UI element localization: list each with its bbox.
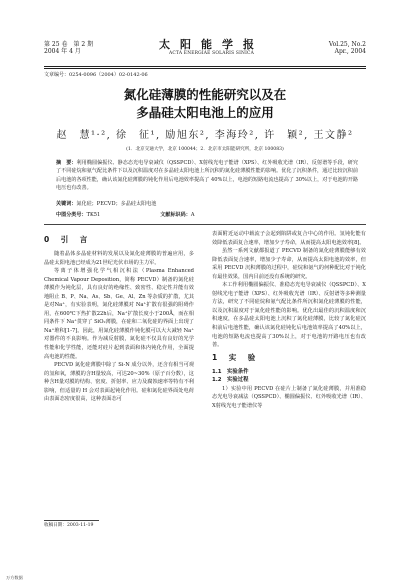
clc-label: 中图分类号： — [56, 212, 87, 218]
title-line-1: 氮化硅薄膜的性能研究以及在 — [123, 87, 287, 102]
header-rule-thin — [44, 68, 366, 69]
header-left — [44, 41, 93, 55]
article-number: 文章编号：0254-0096（2004）02-0142-06 — [44, 72, 148, 78]
page-footer-watermark: 万方数据 — [6, 575, 23, 580]
classification-line — [56, 212, 358, 218]
journal-title-cn: 太阳能学报 — [159, 38, 264, 51]
volume-issue-cn: 第 25 卷 第 2 期 — [44, 41, 94, 48]
doc-code-label: 文献标识码： — [160, 212, 191, 218]
header-rule-thick — [44, 66, 366, 67]
subsection-conditions: 1.1 实验条件 — [212, 368, 249, 375]
journal-title-en: ACTA ENERGIAE SOLARIS SINICA — [169, 51, 254, 56]
abstract — [56, 159, 358, 192]
abstract-label: 摘 要： — [56, 160, 77, 166]
affiliations: (1．北京交通大学，北京 100044；2．北京市太阳能研究所，北京 100083) — [126, 147, 284, 152]
body-paragraph: 虽然一系列文献都报道了 PECVD 制备的氮化硅薄膜能够有效降低表面复合速率，增加少子寿命，从而提高太阳电池的效率，但采用 PECVD 沉积薄膜的过程中，硅烷和氨气的何种配比对于钝化有最佳效果，国内目前还没有系统的研究。 — [212, 248, 366, 280]
date-en: Apr., 2004 — [334, 48, 366, 55]
date-cn: 2004 年 4 月 — [44, 48, 81, 55]
paper-title — [44, 86, 366, 122]
received-date-footnote: 收稿日期：2003-11-19 — [44, 523, 94, 528]
body-paragraph: 1）实验中用 PECVD 在硅片上制备了氮化硅薄膜，并用准稳态光电导衰减法（QSSPCD）、椭圆偏振仪、红外吸收光谱（IR）、X射线光电子能谱仪等 — [212, 385, 366, 409]
left-column — [44, 232, 194, 404]
keywords-label: 关键词： — [56, 201, 77, 207]
keywords-text: 氮化硅；PECVD；多晶硅太阳电池 — [76, 201, 157, 207]
body-paragraph: 表面附近运动中载流子会起到陷阱或复合中心的作用。氢钝化能有效降低表面复合速率，增加少子寿命，从而提高太阳电池效率[8]。 — [212, 231, 366, 246]
header-right — [329, 41, 366, 55]
clc-value: TK51 — [86, 212, 101, 218]
header-center — [139, 38, 284, 57]
subsection-process: 1.2 实验过程 — [212, 377, 249, 384]
intro-paragraph: 等离子体增强化学气相沉积法（Plasma Enhanced Chemical Vapour Deposition，简称 PECVD）制备的氮化硅薄膜作为钝化层，具有良好的绝缘性、致密性、稳定性并能有效地阻止 B、P、Na、As、Sb、Ge、Al、Zn 等杂质的扩散，尤其是对Na⁺，有实验表明，氮化硅薄膜对 Na⁺扩散有很强的阻碍作用，在600℃下热扩散22h后，Na⁺扩散长度小于200Å，而在相同条件下 Na⁺贯穿了 SiO₂薄膜，在硅和二氧化硅的界面上出现了 Na⁺堆积[1-7]。因此，用氮化硅薄膜作钝化膜可以大大减轻 Na⁺对器件的不良影响。作为减反射膜，氮化硅不仅具有良好的光学性能和化学性能，还能对硅片起到表面和体内钝化作用，全面提高电池的性能。 — [44, 268, 194, 360]
journal-header — [44, 38, 366, 67]
volume-issue-en: Vol.25, No.2 — [328, 41, 366, 48]
section-experiment-title: 1 实 验 — [212, 352, 258, 362]
title-line-2: 多晶硅太阳电池上的应用 — [136, 105, 274, 120]
abstract-text: 利用椭圆偏振仪、静态态光电导衰减仪（QSSPCD）、X射线光电子能谱（XPS）、红外吸收光谱（IR）、反射谱等手段，研究了不同硅烷和氨气配比条件下以及沉积温度对在多晶硅太阳电池上所沉积的氮化硅薄膜性能的影响。优化了沉积条件，通过比较沉积前后电池的各项性能，确认该氮化硅薄膜的钝化作用后电池效率提高了 40%以上，电池的短路电流也提高了 30%以上，对于电池的开路电压也有改善。 — [56, 160, 358, 191]
intro-paragraph: PECVD 氮化硅薄膜中除了 Si-N 成分以外，还含有相当可观的氢和氧，薄膜的含H量较高，可达20~30%（原子百分数），这种含H量对膜的结构、密度、折射率、应力及腐蚀速率等特有不利影响，但适量的 H 会对表面起钝化作用。硅和氮化硅界面处电荷由表面态密度很高，这种表面态可 — [44, 362, 194, 403]
doc-code-value: A — [190, 212, 195, 218]
footnote-rule — [44, 520, 99, 521]
section-introduction-title: 0 引 言 — [44, 235, 90, 244]
keywords — [56, 201, 358, 207]
body-paragraph: 本工作利用椭圆偏振仪、准稳态光电导衰减仪（QSSPCD）、X射线光电子能谱（XPS）、红外吸收光谱（IR）、反射谱等多种测量方法，研究了不同硅烷和氨气配比条件所沉积氮化硅薄膜的性能，以及沉积温度对于氮化硅性能的影响。优化出最佳的沉积温度和沉积速度，在多晶硅太阳电池上沉积了氮化硅薄膜，比较了氮化硅沉积前后电池性能，确认该氮化硅钝化后电池效率提高了40%以上，电池的短路电流也提高了30%以上，对于电池的开路电压也有改善。 — [212, 282, 366, 349]
abstract-rule — [44, 224, 366, 225]
author-list: 赵 慧¹·², 徐 征¹, 励旭东², 李海玲², 许 颖², 王文静² — [56, 130, 354, 141]
intro-paragraph: 随着晶体多晶硅材料的发展以及氮化硅薄膜的普遍应用，多晶硅太阳电池已经成为21世纪光伏市场的主力军。 — [44, 251, 194, 266]
right-column — [212, 230, 366, 410]
